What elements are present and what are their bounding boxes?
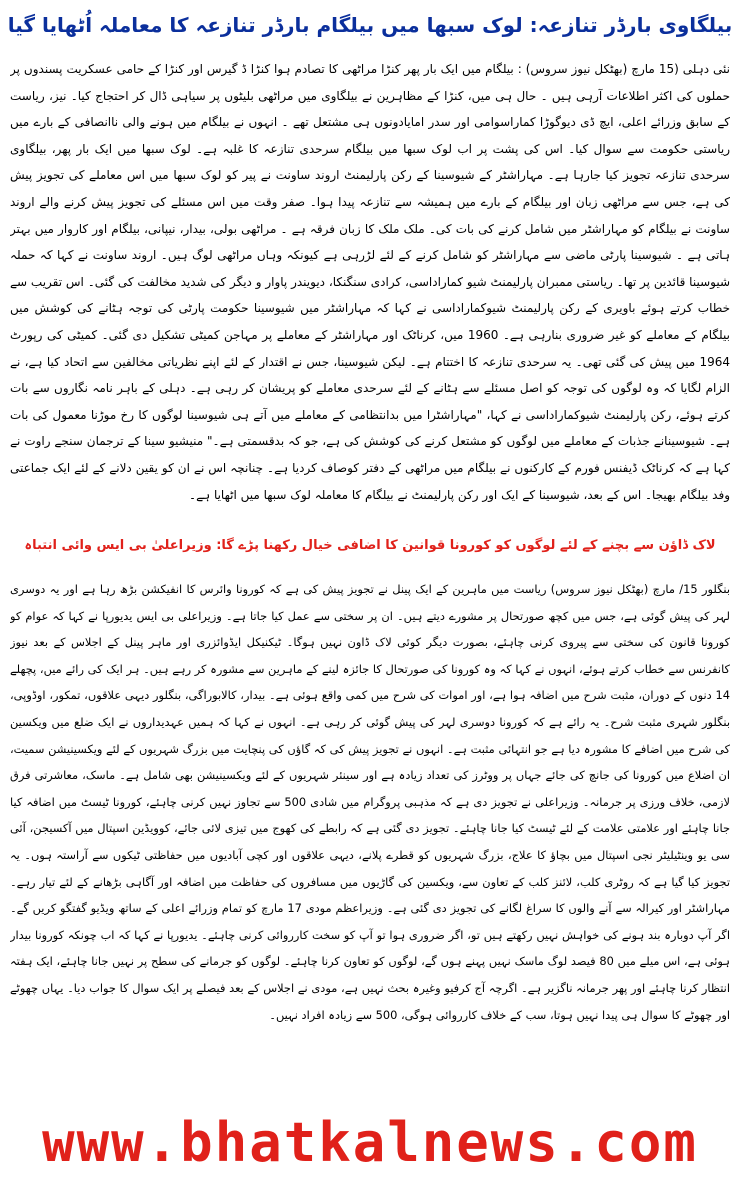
article-lockdown-warning-body: بنگلور 15/ مارچ (بھٹکل نیوز سروس) ریاست میں ماہرین کے ایک پینل نے تجویز پیش کی ہے کہ کورونا وائرس کا انفیکشن بڑھ رہا ہے اور یہ دوسری لہر کی پیش گوئی ہے، جس میں کچھ صورتحال پر مشورے دیتے ہیں۔ ان پر سختی سے عمل کیا جاتا ہے۔ وزیراعلی بی ایس یدیورپا نے کہا کہ عوام کو کورونا قانون کی سختی سے پیروی کرنی چاہئے، بصورت دیگر کوئی لاک ڈاون نہیں ہوگا۔ ٹیکنیکل ایڈوائزری اور ماہر پینل کے اجلاس کے بعد نیوز کانفرنس سے خطاب کرتے ہوئے، انہوں نے کہا کہ وہ کورونا کی صورتحال کا جائزہ لینے کے ماہرین سے مشورہ کر رہے ہیں۔ ہر ایک کی رائے میں، پچھلے 14 دنوں کے دوران، مثبت شرح میں اضافہ ہوا ہے، اور اموات کی شرح میں کمی واقع ہوئی ہے۔ بیدار، کالابوراگی، بنگلور دیہی علاقوں، تمکور، اوڈوپی، بنگلور شہری مثبت شرح۔ یہ رائے ہے کہ کورونا دوسری لہر کی پیش گوئی کر رہی ہے۔ انہوں نے کہا کہ ہمیں عہدیداروں نے ایک ضلع میں ویکسین کی شرح میں اضافے کا مشورہ دیا ہے جو انتہائی مثبت ہے۔ انہوں نے تجویز پیش کی کہ گاؤں کی پنچایت میں بزرگ شہریوں کے لئے ویکسینیشن سمیت، ان اضلاع میں کورونا کی جانچ کی جائے جہاں پر ووٹرز کی تعداد زیادہ ہے اور سینئر شہریوں کے لئے ویکسینیشن بھی شامل ہے۔ ماسک، معاشرتی فرق لازمی، خلاف ورزی پر جرمانہ۔ وزیراعلی نے تجویز دی ہے کہ مذہبی پروگرام میں شادی 500 سے تجاوز نہیں کرنی چاہئے، کورونا ٹیسٹ میں اضافہ کیا جانا چاہئے اور علامتی علامت کے لئے ٹیسٹ کیا جانا چاہئے۔ تجویز دی گئی ہے کہ رابطے کی کھوج میں تیزی لائی جائے، کوویڈین اسپتال میں آکسیجن، آئی سی یو وینٹیلیٹر نجی اسپتال میں بچاؤ کا علاج، بزرگ شہریوں کو قطرے پلانے، دیہی علاقوں اور کچی آبادیوں میں حفاظتی ٹیکوں سے آراستہ ہوں۔ یہ تجویز کیا گیا ہے کہ روٹری کلب، لائنز کلب کے تعاون سے، ویکسین کی گاڑیوں میں مسافروں کی حفاظت میں اضافہ اور آگاہی بڑھانے کے لئے تیار رہے۔ مہاراشٹر اور کیرالہ سے آنے والوں کا سراغ لگانے کی تجویز دی گئی ہے۔ وزیراعظم مودی 17 مارچ کو تمام وزرائے اعلی کے ساتھ ویڈیو گفتگو کریں گے۔ اگر آپ دوبارہ بند ہونے کی خواہش نہیں رکھتے ہیں تو، اگر ضروری ہوا تو آپ کو سخت کارروائی کرنی چاہئے۔ یدیورپا نے کہا کہ اب چونکہ کورونا بیدار ہوئی ہے، اس میلے میں 80 فیصد لوگ ماسک نہیں پہنے ہوں گے، لوگوں کو تعاون کرنا چاہئے۔ لوگوں کو جرمانے کی سطح پر نہیں جانا چاہئے، ایک ہفتہ انتظار کرنا چاہئے اور پھر جرمانہ ناگزیر ہے۔ اگرچہ آج کرفیو وغیرہ بحث نہیں ہے، مودی نے اجلاس کے بعد فیصلے پر ایک سوال کا جواب دیا۔ یہاں چھوٹے اور چھوٹے کا سوال ہی پیدا نہیں ہوتا، سب کے خلاف کارروائی ہوگی، 500 سے زیادہ افراد نہیں۔ — [10, 582, 730, 1022]
headline-border-dispute: بیلگاوی بارڈر تنازعہ: لوک سبھا میں بیلگام بارڈر تنازعہ کا معاملہ اُٹھایا گیا — [7, 13, 733, 37]
article-lockdown-warning — [10, 576, 730, 1042]
site-url-footer: www.bhatkalnews.com — [42, 1111, 698, 1174]
article-border-dispute — [10, 56, 730, 522]
article-border-dispute-body: نئی دہلی (15 مارچ (بھٹکل نیوز سروس) : بیلگام میں ایک بار پھر کنڑا مراٹھی کا تصادم ہوا کنڑا ڈ گیرس اور کنڑا کے حامی عسکریت پسندوں پر حملوں کی اکثر اطلاعات آرہی ہیں ۔ حال ہی میں، کنڑا کے مظاہرین نے بیلگاوی میں مراٹھی بلیٹوں پر سیاہی ڈال کر احتجاج کیا۔ نیز، ریاست کے سابق وزرائے اعلی، ایچ ڈی دیوگوڑا کماراسوامی اور سدر امایادونوں ہی مشتعل تھے ۔ انہوں نے بیلگام میں ہونے والی ناانصافی کے بارے میں ریاستی حکومت سے سوال کیا۔ اس کی پشت پر اب لوک سبھا میں بیلگام سرحدی تنازعہ کا غلبہ ہے۔ لوک سبھا میں ایک بار پھر، بیلگاوی سرحدی تنازعہ تجویز کیا جارہا ہے۔ مہاراشٹر کے شیوسینا کے رکن پارلیمنٹ اروند ساونت نے پیر کو لوک سبھا میں اس معاملے کی تجویز پیش کی ہے، جس سے مراٹھی زبان اور بیلگام کے بارے میں ہمیشہ سے تنازعہ پیدا ہوا۔ صفر وقت میں اس مسئلے کی تجویز پیش کرنے والے اروند ساونت نے بیلگام کو مہاراشٹر میں شامل کرنے کی بات کی۔ ملک ملک کا زبان فرقہ ہے ۔ مراٹھی بولی، بیدار، نیپانی، بیلگام اور کاروار میں بہتر ہاتی ہے ۔ شیوسینا پارٹی ماضی سے مہاراشٹر کو شامل کرنے کے لئے لڑرہی ہے کیونکہ وہاں مراٹھی لوگ ہیں۔ اروند ساونت نے کہا کہ حملہ شیوسینا قائدین پر تھا۔ ریاستی ممبران پارلیمنٹ شیو کماراداسی، کرادی سنگنکا، دیویندر پاوار و دیگر کی شدید مخالفت کی گئی۔ اس تقریب سے خطاب کرتے ہوئے باویری کے رکن پارلیمنٹ شیوکماراداسی نے کہا کہ مہاراشٹر میں شیوسینا حکومت پارٹی کی توجہ ہٹانے کی کوشش میں بیلگام کے معاملے کو غیر ضروری بنارہی ہے۔ 1960 میں، کرناٹک اور مہاراشٹر کے معاملے پر مہاجن کمیٹی تشکیل دی گئی۔ کمیٹی کی رپورٹ 1964 میں پیش کی گئی تھی۔ یہ سرحدی تنازعہ کا اختتام ہے۔ لیکن شیوسینا، جس نے اقتدار کے لئے اپنے نظریاتی مخالفین سے اتحاد کیا ہے، نے الزام لگایا کہ وہ لوگوں کی توجہ کو اصل مسئلے سے ہٹانے کے لئے سرحدی معاملے کو پریشان کر رہی ہے۔ دہلی کے باہر نامہ نگاروں سے بات کرتے ہوئے، رکن پارلیمنٹ شیوکماراداسی نے کہا، "مہاراشٹرا میں بدانتظامی کے معاملے میں آتے ہی شیوسینا لوگوں کا رخ موڑنا معمول کی بات ہے۔ شیوسینانے جذبات کے معاملے میں لوگوں کو مشتعل کرنے کی کوشش کی ہے، جو کہ بدقسمتی ہے۔" منیشیو سینا کے ترجمان سنجے راوت نے کہا ہے کہ کرناٹک ڈیفنس فورم کے کارکنوں نے بیلگام میں مراٹھی کے دفتر کوصاف کردیا ہے۔ چنانچہ اس نے ان کو یقین دلانے کے لئے ایک جماعتی وفد بیلگام بھیجا۔ اس کے بعد، شیوسینا کے ایک اور رکن پارلیمنٹ نے بیلگام کا معاملہ لوک سبھا میں اٹھایا ہے۔ — [10, 62, 730, 502]
headline-lockdown-warning: لاک ڈاؤن سے بچنے کے لئے لوگوں کو کورونا قوانین کا اضافی خیال رکھنا پڑے گا: وزیراعلیٰ بی ایس وائی انتباہ — [24, 538, 716, 553]
